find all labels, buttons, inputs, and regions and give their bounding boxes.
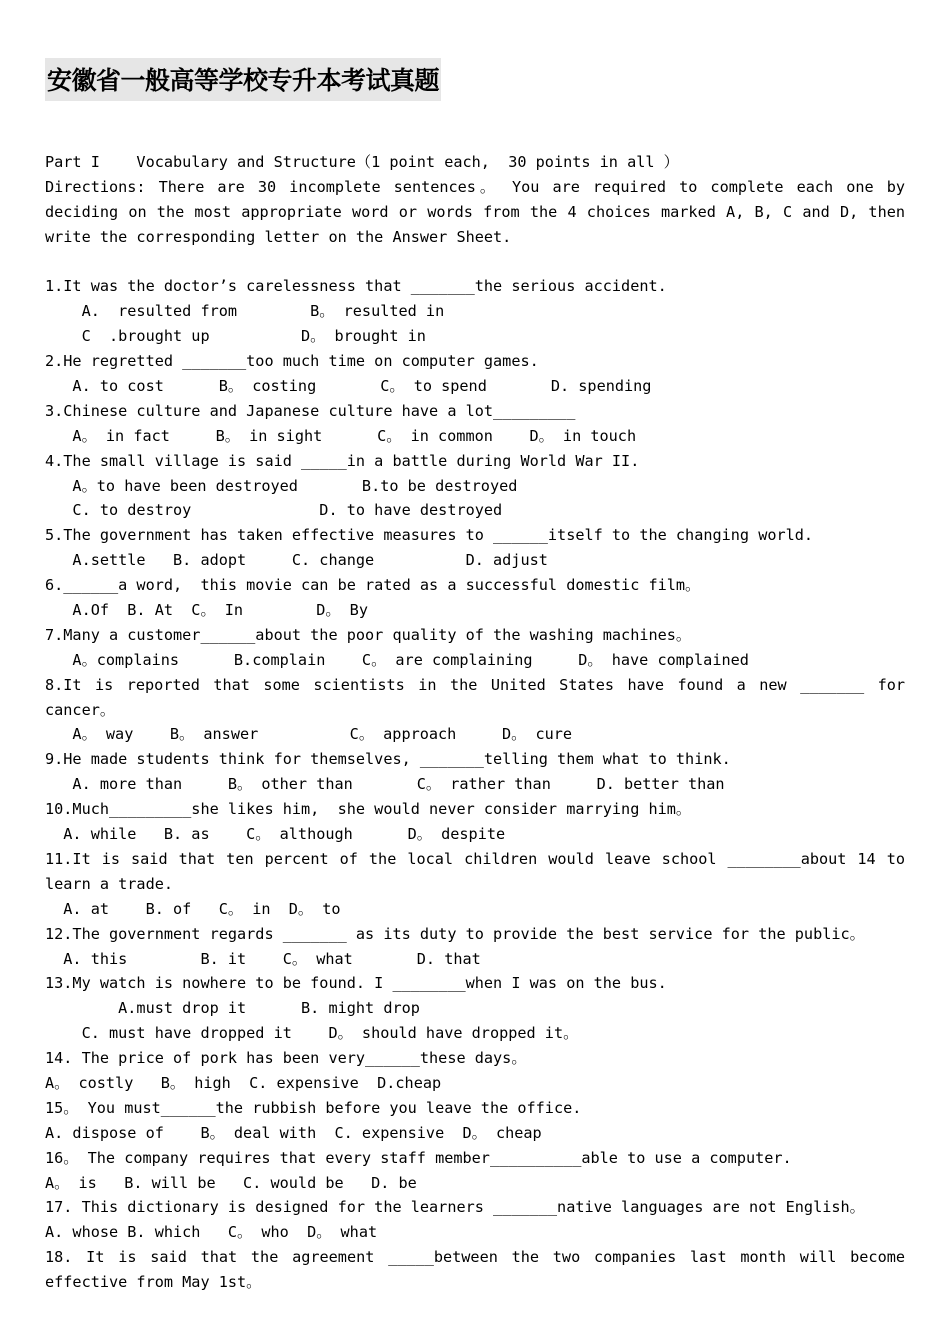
question-text: 3.Chinese culture and Japanese culture have a lot_________ bbox=[45, 401, 576, 420]
page-title: 安徽省一般高等学校专升本考试真题 bbox=[47, 66, 440, 95]
answer-options: A.settle B. adopt C. change D. adjust bbox=[45, 551, 548, 570]
question-item bbox=[45, 449, 905, 524]
answer-options: A. resulted from B。 resulted in bbox=[45, 302, 445, 321]
question-text: 1.It was the doctor’s carelessness that _______the serious accident. bbox=[45, 277, 667, 296]
question-item bbox=[45, 274, 905, 349]
answer-options: A。to have been destroyed B.to be destroyed bbox=[45, 476, 518, 495]
question-text: effective from May 1st。 bbox=[45, 1273, 262, 1292]
question-item bbox=[45, 573, 905, 623]
answer-options: A。 costly B。 high C. expensive D.cheap bbox=[45, 1073, 442, 1092]
answer-options: A. dispose of B。 deal with C. expensive D。 cheap bbox=[45, 1123, 542, 1142]
answer-options: A。 is B. will be C. would be D. be bbox=[45, 1173, 417, 1192]
question-item bbox=[45, 1195, 905, 1245]
question-text: 9.He made students think for themselves, _______telling them what to think. bbox=[45, 750, 731, 769]
question-item bbox=[45, 922, 905, 972]
question-text: 17. This dictionary is designed for the learners _______native languages are not English。 bbox=[45, 1198, 865, 1217]
answer-options: A. whose B. which C。 who D。 what bbox=[45, 1223, 378, 1242]
question-item bbox=[45, 1096, 905, 1146]
question-text: 14. The price of pork has been very______these days。 bbox=[45, 1049, 527, 1068]
answer-options: C .brought up D。 brought in bbox=[45, 327, 426, 346]
question-text: 16。 The company requires that every staff member__________able to use a computer. bbox=[45, 1148, 792, 1167]
answer-options: A. at B. of C。 in D。 to bbox=[45, 899, 341, 918]
directions-line: write the corresponding letter on the Answer Sheet. bbox=[45, 227, 512, 246]
document-body bbox=[45, 150, 905, 1295]
question-text: 5.The government has taken effective measures to ______itself to the changing world. bbox=[45, 526, 814, 545]
answer-options: A.must drop it B. might drop bbox=[45, 999, 420, 1018]
question-item bbox=[45, 673, 905, 748]
answer-options: A. more than B。 other than C。 rather than D. better than bbox=[45, 775, 725, 794]
question-text: 18. It is said that the agreement _____between the two companies last month will become bbox=[45, 1248, 905, 1267]
question-text: 8.It is reported that some scientists in the United States have found a new _______ for bbox=[45, 675, 905, 694]
question-item bbox=[45, 797, 905, 847]
question-text: 7.Many a customer______about the poor quality of the washing machines。 bbox=[45, 625, 692, 644]
question-item bbox=[45, 523, 905, 573]
question-item bbox=[45, 1245, 905, 1295]
question-text: 11.It is said that ten percent of the local children would leave school ________about 14 to bbox=[45, 849, 905, 868]
answer-options: C. to destroy D. to have destroyed bbox=[45, 501, 503, 520]
answer-options: A。 in fact B。 in sight C。 in common D。 in touch bbox=[45, 426, 637, 445]
answer-options: A. to cost B。 costing C。 to spend D. spending bbox=[45, 377, 652, 396]
answer-options: A。 way B。 answer C。 approach D。 cure bbox=[45, 725, 573, 744]
question-text: cancer。 bbox=[45, 700, 116, 719]
question-text: 4.The small village is said _____in a battle during World War II. bbox=[45, 451, 640, 470]
question-text: 2.He regretted _______too much time on computer games. bbox=[45, 352, 539, 371]
question-item bbox=[45, 399, 905, 449]
question-item bbox=[45, 847, 905, 922]
directions-line: deciding on the most appropriate word or words from the 4 choices marked A, B, C and D, then bbox=[45, 202, 905, 221]
question-item bbox=[45, 1146, 905, 1196]
question-text: learn a trade. bbox=[45, 874, 174, 893]
question-item bbox=[45, 623, 905, 673]
answer-options: A.Of B. At C。 In D。 By bbox=[45, 601, 368, 620]
answer-options: A。complains B.complain C。 are complaining D。 have complained bbox=[45, 650, 749, 669]
question-text: 6.______a word, this movie can be rated as a successful domestic film。 bbox=[45, 576, 701, 595]
part-heading: Part I Vocabulary and Structure（1 point each, 30 points in all ） bbox=[45, 153, 679, 171]
question-item bbox=[45, 747, 905, 797]
question-item bbox=[45, 971, 905, 1046]
answer-options: A. this B. it C。 what D. that bbox=[45, 949, 481, 968]
directions-line: Directions: There are 30 incomplete sentences。 You are required to complete each one by bbox=[45, 177, 905, 196]
spacer bbox=[45, 250, 905, 275]
question-item bbox=[45, 349, 905, 399]
answer-options: C. must have dropped it D。 should have dropped it。 bbox=[45, 1024, 579, 1043]
question-item bbox=[45, 1046, 905, 1096]
answer-options: A. while B. as C。 although D。 despite bbox=[45, 825, 506, 844]
question-list bbox=[45, 274, 905, 1295]
question-text: 12.The government regards _______ as its duty to provide the best service for the public。 bbox=[45, 924, 865, 943]
question-text: 10.Much_________she likes him, she would never consider marrying him。 bbox=[45, 800, 692, 819]
question-text: 15。 You must______the rubbish before you leave the office. bbox=[45, 1098, 582, 1117]
question-text: 13.My watch is nowhere to be found. I ________when I was on the bus. bbox=[45, 974, 667, 993]
title-highlight bbox=[45, 58, 441, 101]
